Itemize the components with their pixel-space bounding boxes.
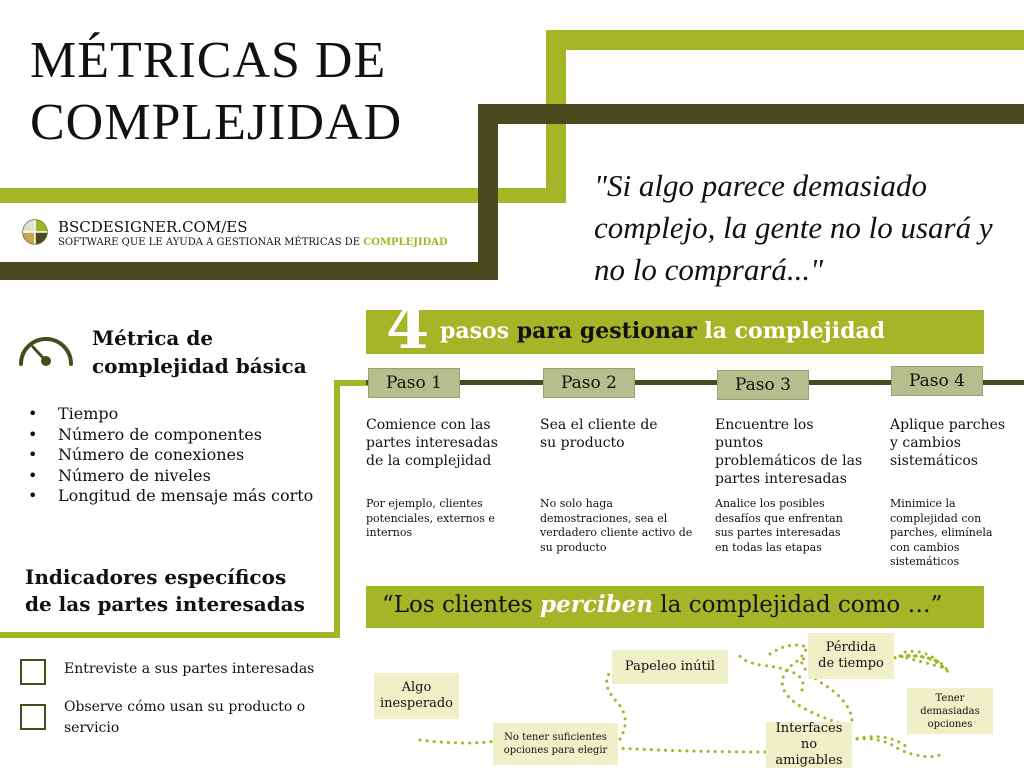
lime-frame-top — [546, 30, 1024, 50]
step-4-label: Paso 4 — [891, 366, 983, 396]
step-4-sub: Minimice la complejidad con parches, elimínela con cambios sistemáticos — [890, 497, 993, 568]
step-4-main: Aplique parches y cambios sistemáticos — [890, 417, 1006, 469]
brand-tagline — [58, 237, 448, 248]
steps-number: 4 — [386, 290, 430, 363]
checklist-label-interview: Entreviste a sus partes interesadas — [64, 661, 315, 677]
stakeholder-title-line1: Indicadores específicos — [25, 565, 287, 589]
lime-connector-bottom — [0, 632, 340, 638]
perception-suffix: la complejidad como …” — [653, 592, 943, 618]
steps-banner-text — [440, 318, 885, 344]
steps-word1: pasos — [440, 318, 510, 344]
note-no-opciones: No tener suficientes opciones para elegir — [493, 723, 618, 765]
list-item: • Tiempo — [28, 404, 313, 425]
note-demasiadas-opciones: Tener demasiadas opciones — [907, 688, 993, 734]
step-2-label: Paso 2 — [543, 368, 635, 398]
page-title-line2: COMPLEJIDAD — [30, 94, 403, 151]
step-3-label: Paso 3 — [717, 370, 809, 400]
page-title — [30, 30, 402, 154]
note-interfaces: Interfaces no amigables — [766, 722, 852, 768]
note-algo-inesperado: Algo inesperado — [374, 673, 459, 719]
step-1-sub: Por ejemplo, clientes potenciales, externos e internos — [366, 497, 495, 539]
olive-frame-top — [478, 104, 1024, 124]
gauge-icon — [16, 330, 76, 370]
list-item: • Número de componentes — [28, 425, 313, 446]
note-papeleo-inutil: Papeleo inútil — [612, 650, 728, 684]
steps-word2: para gestionar — [516, 318, 697, 344]
perception-prefix: “Los clientes — [382, 592, 540, 618]
page-title-line1: MÉTRICAS DE — [30, 32, 387, 89]
olive-frame-bottom — [0, 262, 498, 280]
step-1-main: Comience con las partes interesadas de la complejidad — [366, 417, 498, 469]
brand-url[interactable]: BSCDESIGNER.COM/ES — [58, 218, 248, 236]
note-perdida-tiempo: Pérdida de tiempo — [808, 633, 894, 679]
steps-word3: la complejidad — [704, 318, 886, 344]
basic-metric-title-line1: Métrica de — [92, 326, 214, 350]
basic-metric-title-line2: complejidad básica — [92, 354, 307, 378]
checklist-label-observe: Observe cómo usan su producto o servicio — [64, 699, 306, 736]
quote: "Si algo parece demasiado complejo, la gente no lo usará y no lo comprará..." — [594, 168, 993, 287]
perception-highlight: perciben — [539, 591, 653, 618]
stakeholder-indicators-title — [25, 564, 305, 618]
basic-metric-title — [92, 324, 307, 380]
checkbox-observe[interactable] — [20, 704, 46, 730]
basic-metric-list — [28, 404, 313, 507]
brand-tagline-text: SOFTWARE QUE LE AYUDA A GESTIONAR MÉTRICAS DE — [58, 237, 364, 248]
globe-quadrant-logo — [22, 219, 48, 245]
list-item: • Número de conexiones — [28, 445, 313, 466]
stakeholder-title-line2: de las partes interesadas — [25, 592, 305, 616]
checkbox-interview[interactable] — [20, 659, 46, 685]
list-item: • Longitud de mensaje más corto — [28, 486, 313, 507]
list-item: • Número de niveles — [28, 466, 313, 487]
step-3-main: Encuentre los puntos problemáticos de las partes interesadas — [715, 417, 863, 487]
perception-text — [382, 591, 942, 618]
step-1-label: Paso 1 — [368, 368, 460, 398]
olive-frame-right — [478, 104, 498, 280]
step-2-sub: No solo haga demostraciones, sea el verdadero cliente activo de su producto — [540, 497, 693, 554]
step-2-main: Sea el cliente de su producto — [540, 417, 658, 451]
lime-connector-v — [334, 380, 340, 638]
brand-tagline-highlight: COMPLEJIDAD — [363, 237, 448, 248]
step-3-sub: Analice los posibles desafíos que enfrentan sus partes interesadas en todas las etapas — [715, 497, 843, 554]
